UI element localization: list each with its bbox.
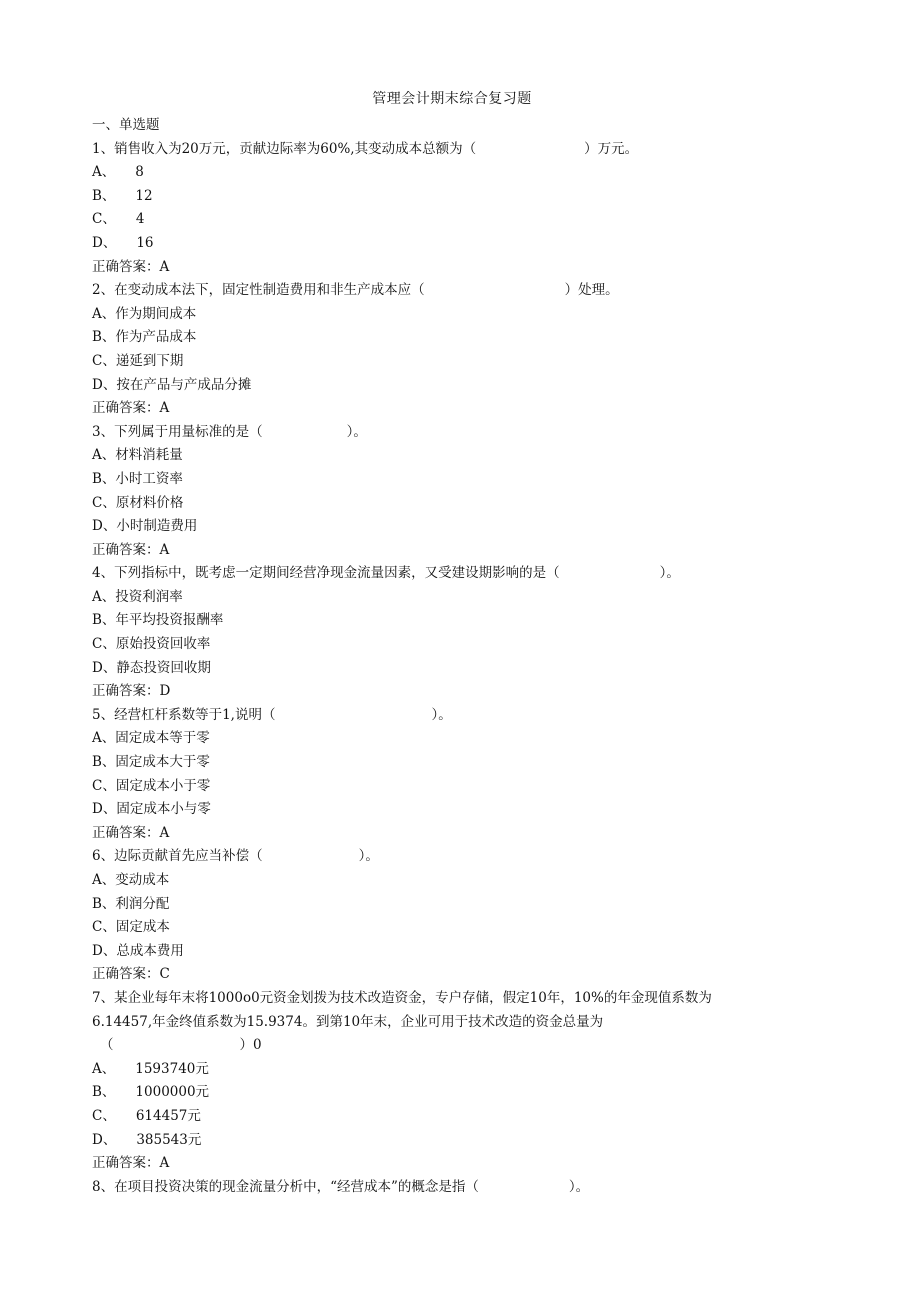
- option-a: A、固定成本等于零: [92, 730, 210, 747]
- question-7-line-2: 6.14457,年金终值系数为15.9374。到第10年末，企业可用于技术改造的资金总量为: [92, 1013, 604, 1030]
- option-c: C、 4: [92, 211, 145, 228]
- option-d: D、按在产品与产成品分摊: [92, 376, 252, 393]
- option-a: A、 1593740元: [92, 1060, 209, 1077]
- option-d: D、小时制造费用: [92, 518, 198, 535]
- question-3: 3、下列属于用量标准的是（ ）。: [92, 423, 367, 440]
- question-4: 4、下列指标中，既考虑一定期间经营净现金流量因素，又受建设期影响的是（ ）。: [92, 565, 680, 582]
- option-d: D、 16: [92, 234, 154, 251]
- question-2: 2、在变动成本法下，固定性制造费用和非生产成本应（ ）处理。: [92, 282, 619, 299]
- option-c: C、 614457元: [92, 1107, 201, 1124]
- document-page: [92, 90, 812, 1199]
- section-heading: 一、单选题: [92, 117, 160, 133]
- option-c: C、固定成本: [92, 919, 170, 936]
- option-d: D、固定成本小与零: [92, 801, 211, 818]
- question-7-blank-line: （ ）0: [100, 1037, 262, 1054]
- correct-answer: 正确答案：A: [92, 400, 170, 417]
- option-b: B、小时工资率: [92, 470, 183, 487]
- correct-answer: 正确答案：A: [92, 541, 170, 558]
- correct-answer: 正确答案：C: [92, 966, 170, 983]
- option-a: A、 8: [92, 164, 144, 181]
- option-d: D、 385543元: [92, 1131, 202, 1148]
- option-a: A、变动成本: [92, 872, 170, 888]
- question-7-line-1: 7、某企业每年末将1000o0元资金划拨为技术改造资金，专户存储，假定10年，10%的年金现值系数为: [92, 989, 712, 1006]
- question-1: 1、销售收入为20万元，贡献边际率为60%,其变动成本总额为（ ）万元。: [92, 140, 639, 157]
- question-6: 6、边际贡献首先应当补偿（ ）。: [92, 848, 379, 865]
- option-b: B、 1000000元: [92, 1084, 210, 1101]
- option-d: D、总成本费用: [92, 942, 184, 959]
- option-b: B、利润分配: [92, 895, 170, 912]
- question-8: 8、在项目投资决策的现金流量分析中，“经营成本”的概念是指（ ）。: [92, 1178, 590, 1195]
- option-b: B、 12: [92, 187, 153, 204]
- correct-answer: 正确答案：A: [92, 1155, 170, 1172]
- option-a: A、投资利润率: [92, 588, 183, 605]
- option-b: B、固定成本大于零: [92, 754, 210, 771]
- option-a: A、作为期间成本: [92, 305, 197, 322]
- option-c: C、原始投资回收率: [92, 636, 211, 653]
- option-d: D、静态投资回收期: [92, 659, 211, 676]
- correct-answer: 正确答案：D: [92, 683, 171, 700]
- correct-answer: 正确答案：A: [92, 258, 170, 275]
- option-b: B、作为产品成本: [92, 329, 197, 346]
- option-c: C、固定成本小于零: [92, 777, 211, 794]
- option-b: B、年平均投资报酬率: [92, 612, 224, 629]
- option-a: A、材料消耗量: [92, 447, 183, 464]
- document-title: 管理会计期末综合复习题: [372, 91, 532, 107]
- correct-answer: 正确答案：A: [92, 824, 170, 841]
- option-c: C、递延到下期: [92, 352, 184, 369]
- option-c: C、原材料价格: [92, 494, 184, 511]
- question-5: 5、经营杠杆系数等于1,说明（ ）。: [92, 706, 452, 723]
